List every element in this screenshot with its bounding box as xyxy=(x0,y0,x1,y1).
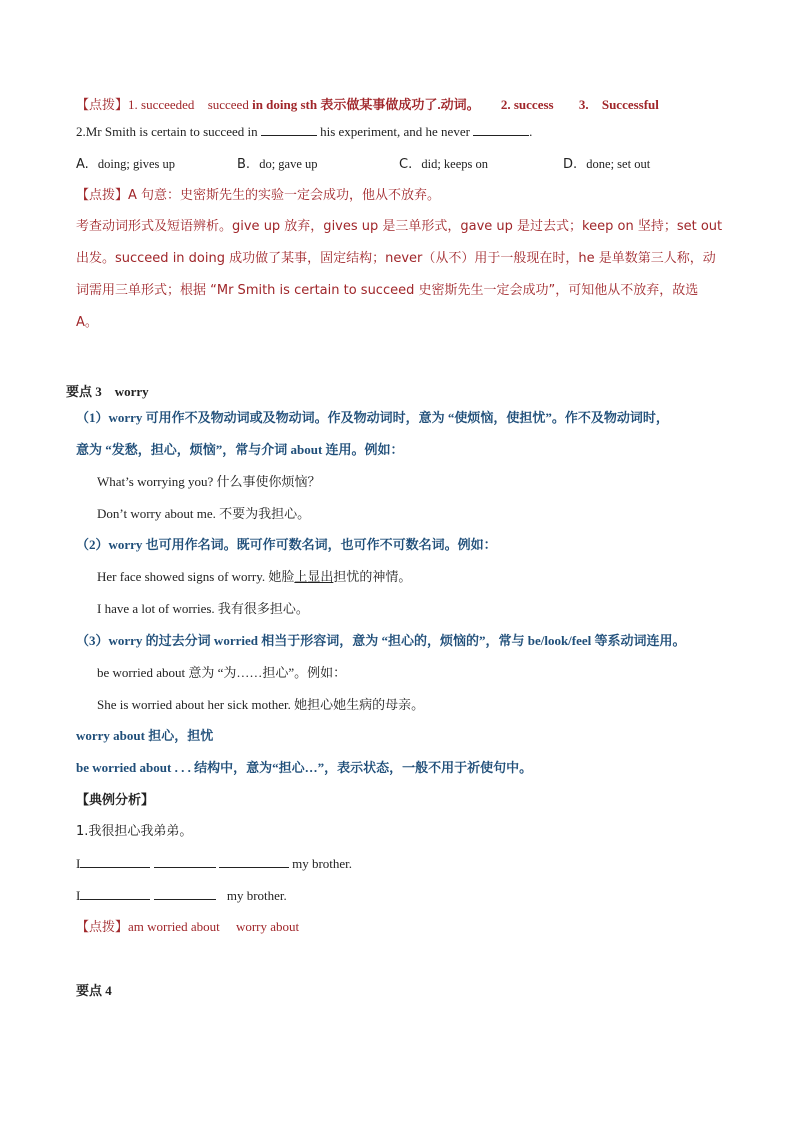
hint-1-answer-1-verb: succeed xyxy=(207,97,249,112)
section-title-point-3: 要点 3 worry xyxy=(66,384,149,399)
hint-2-answer: A 句意：史密斯先生的实验一定会成功，他从不放弃。 xyxy=(128,188,441,203)
hint-1-answer-1: 1. succeeded xyxy=(128,97,195,112)
rule-1-line-1: （1）worry 可用作不及物动词或及物动词。作及物动词时，意为 “使烦恼，使担忧”。作不及物动词时， xyxy=(76,410,669,425)
answer-blank[interactable] xyxy=(261,123,317,136)
example-3: Her face showed signs of worry. 她脸上显出担忧的神情。 xyxy=(97,569,412,584)
question-2-stem-c: . xyxy=(529,124,533,139)
rule-2: （2）worry 也可用作名词。既可作可数名词，也可作不可数名词。例如： xyxy=(76,537,497,552)
hint-2-line-1 xyxy=(76,186,440,205)
option-a[interactable]: A. doing; gives up xyxy=(76,157,176,172)
example-hint-answer: am worried about worry about xyxy=(128,919,300,934)
hint-2-line-5: A。 xyxy=(76,315,98,330)
hint-2-line-4: 词需用三单形式；根据 “Mr Smith is certain to succeed 史密斯先生一定会成功”，可知他从不放弃，故选 xyxy=(76,283,699,298)
answer-blank[interactable] xyxy=(154,855,216,868)
note-be-worried-about: be worried about 意为 “为……担心”。例如： xyxy=(97,665,347,680)
option-b[interactable]: B. do; gave up xyxy=(237,157,318,172)
section-title-point-4: 要点 4 xyxy=(76,983,112,998)
question-2-stem-b: his experiment, and he never xyxy=(320,124,470,139)
example-question-1: 1.我很担心我弟弟。 xyxy=(76,824,193,839)
fill-line-1: I my brother. xyxy=(76,856,353,871)
hint-1-line xyxy=(76,96,659,115)
rule-1-line-2: 意为 “发愁，担心，烦恼”，常与介词 about 连用。例如： xyxy=(76,442,404,457)
hint-bracket: 【点拨】 xyxy=(76,188,129,203)
fill-line-2: I my brother. xyxy=(76,888,287,903)
answer-blank[interactable] xyxy=(80,855,150,868)
option-c[interactable]: C. did; keeps on xyxy=(399,157,489,172)
answer-blank[interactable] xyxy=(154,887,216,900)
example-2: Don’t worry about me. 不要为我担心。 xyxy=(97,506,311,521)
answer-blank[interactable] xyxy=(80,887,150,900)
hint-2-line-2: 考查动词形式及短语辨析。give up 放弃，gives up 是三单形式，gave up 是过去式；keep on 坚持；set out xyxy=(76,219,723,234)
hint-bracket: 【点拨】 xyxy=(76,920,129,935)
hint-1-answer-3: Successful xyxy=(601,97,659,112)
example-4: I have a lot of worries. 我有很多担心。 xyxy=(97,601,309,616)
example-5: She is worried about her sick mother. 她担心她生病的母亲。 xyxy=(97,697,425,712)
summary-2: be worried about . . . 结构中，意为“担心…”，表示状态，一般不用于祈使句中。 xyxy=(76,760,533,775)
answer-blank[interactable] xyxy=(219,855,289,868)
hint-1-answer-3-num: 3. xyxy=(578,97,589,112)
question-2-stem xyxy=(76,123,532,141)
hint-1-answer-2: 2. success xyxy=(500,97,554,112)
hint-1-answer-1-note: in doing sth 表示做某事做成功了.动词。 xyxy=(248,97,480,112)
question-2-stem-a: 2.Mr Smith is certain to succeed in xyxy=(76,124,258,139)
option-d[interactable]: D. done; set out xyxy=(563,157,651,172)
example-analysis-title: 【典例分析】 xyxy=(76,792,155,807)
answer-blank[interactable] xyxy=(473,123,529,136)
hint-2-line-3: 出发。succeed in doing 成功做了某事，固定结构；never（从不）用于一般现在时，he 是单数第三人称，动 xyxy=(76,251,716,266)
hint-bracket: 【点拨】 xyxy=(76,98,129,113)
example-hint xyxy=(76,918,299,937)
summary-1: worry about 担心，担忧 xyxy=(76,728,214,743)
rule-3: （3）worry 的过去分词 worried 相当于形容词，意为 “担心的，烦恼的”，常与 be/look/feel 等系动词连用。 xyxy=(76,633,686,648)
example-1: What’s worrying you? 什么事使你烦恼？ xyxy=(97,474,321,489)
